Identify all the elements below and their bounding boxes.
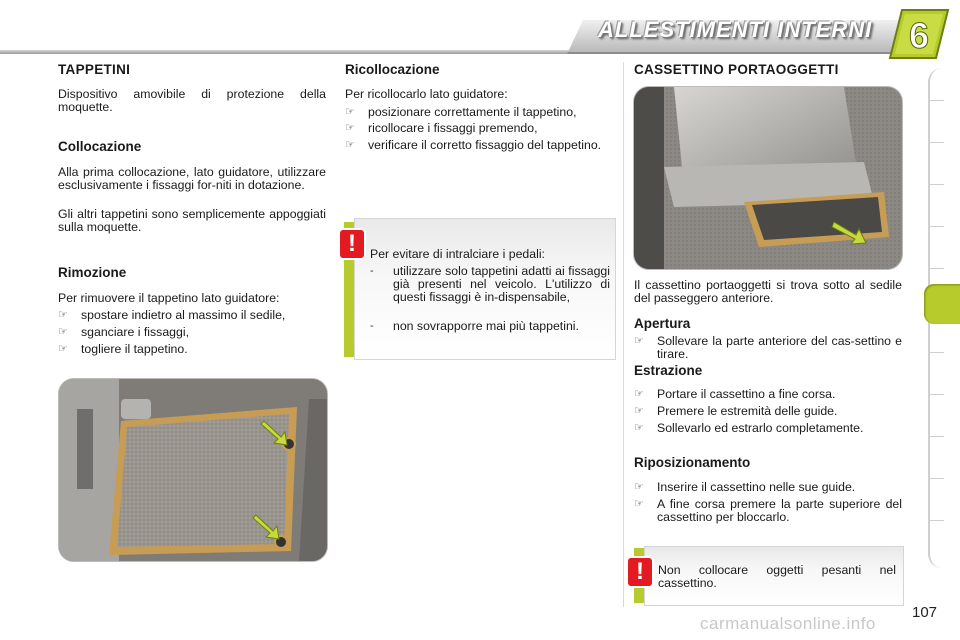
section-title-cassettino: CASSETTINO PORTAOGGETTI	[634, 62, 839, 77]
list-item: ☞ ricollocare i fissaggi premendo,	[345, 121, 538, 135]
pointing-hand-icon: ☞	[345, 106, 355, 118]
ricollocazione-intro: Per ricollocarlo lato guidatore:	[345, 87, 508, 101]
storage-drawer-image	[633, 86, 903, 270]
pointing-hand-icon: ☞	[634, 481, 644, 493]
pointing-hand-icon: ☞	[634, 335, 644, 347]
tab-divider	[930, 142, 944, 143]
pointing-hand-icon: ☞	[345, 139, 355, 151]
list-item: ☞ sganciare i fissaggi,	[58, 325, 189, 339]
watermark: carmanualsonline.info	[700, 614, 876, 633]
pointing-hand-icon: ☞	[634, 405, 644, 417]
floor-mat-image	[58, 378, 328, 562]
tab-divider	[930, 226, 944, 227]
floor-mat-illustration	[59, 379, 327, 561]
page-number: 107	[912, 604, 938, 621]
list-item: ☞ Portare il cassettino a fine corsa.	[634, 387, 836, 401]
chapter-badge	[888, 8, 950, 60]
column-divider	[623, 62, 624, 607]
tab-divider	[930, 436, 944, 437]
list-item: ☞ A fine corsa premere la parte superiore del cassettino per bloccarlo.	[634, 497, 902, 524]
tab-divider	[930, 100, 944, 101]
chapter-number: 6	[908, 15, 930, 56]
pointing-hand-icon: ☞	[634, 388, 644, 400]
cassettino-intro: Il cassettino portaoggetti si trova sotto al sedile del passeggero anteriore.	[634, 278, 902, 305]
list-item: ☞ verificare il corretto fissaggio del tappetino.	[345, 138, 602, 152]
warning-list-item: - non sovrapporre mai più tappetini.	[370, 319, 579, 333]
list-item: ☞ togliere il tappetino.	[58, 342, 188, 356]
subsection-title-ricollocazione: Ricollocazione	[345, 62, 440, 77]
warning-text: Non collocare oggetti pesanti nel cassettino.	[658, 563, 896, 590]
subsection-title-rimozione: Rimozione	[58, 265, 127, 280]
pointing-hand-icon: ☞	[345, 122, 355, 134]
chapter-tab-active[interactable]	[924, 284, 960, 324]
collocazione-text: Alla prima collocazione, lato guidatore, utilizzare esclusivamente i fissaggi for-niti in dotazione.	[58, 165, 326, 192]
section-title-tappetini: TAPPETINI	[58, 62, 131, 77]
warning-list-item: - utilizzare solo tappetini adatti ai fissaggi già presenti nel veicolo. L'utilizzo di questi fissaggi è in-dispensabile,	[370, 264, 610, 304]
warning-icon: !	[340, 230, 364, 258]
tab-divider	[930, 478, 944, 479]
rimozione-intro: Per rimuovere il tappetino lato guidatore:	[58, 291, 280, 305]
list-item: ☞ posizionare correttamente il tappetino,	[345, 105, 577, 119]
list-item: ☞ spostare indietro al massimo il sedile,	[58, 308, 286, 322]
pointing-hand-icon: ☞	[634, 498, 644, 510]
list-item: ☞ Sollevare la parte anteriore del cas-settino e tirare.	[634, 334, 902, 361]
storage-drawer-illustration	[634, 87, 902, 269]
tab-divider	[930, 394, 944, 395]
pointing-hand-icon: ☞	[58, 309, 68, 321]
warning-icon: !	[628, 558, 652, 586]
collocazione-text-2: Gli altri tappetini sono semplicemente appoggiati sulla moquette.	[58, 207, 326, 234]
tab-divider	[930, 352, 944, 353]
pointing-hand-icon: ☞	[634, 422, 644, 434]
tab-divider	[930, 268, 944, 269]
subsection-title-collocazione: Collocazione	[58, 139, 142, 154]
tab-divider	[930, 184, 944, 185]
tab-divider	[930, 520, 944, 521]
warning-intro: Per evitare di intralciare i pedali:	[370, 247, 545, 261]
list-item: ☞ Inserire il cassettino nelle sue guide.	[634, 480, 856, 494]
subsection-title-apertura: Apertura	[634, 316, 691, 331]
subsection-title-estrazione: Estrazione	[634, 363, 703, 378]
list-item: ☞ Premere le estremità delle guide.	[634, 404, 838, 418]
pointing-hand-icon: ☞	[58, 326, 68, 338]
pointing-hand-icon: ☞	[58, 343, 68, 355]
page-title: ALLESTIMENTI INTERNI	[598, 17, 873, 42]
list-item: ☞ Sollevarlo ed estrarlo completamente.	[634, 421, 864, 435]
subsection-title-riposizionamento: Riposizionamento	[634, 455, 751, 470]
intro-text: Dispositivo amovibile di protezione della moquette.	[58, 87, 326, 114]
